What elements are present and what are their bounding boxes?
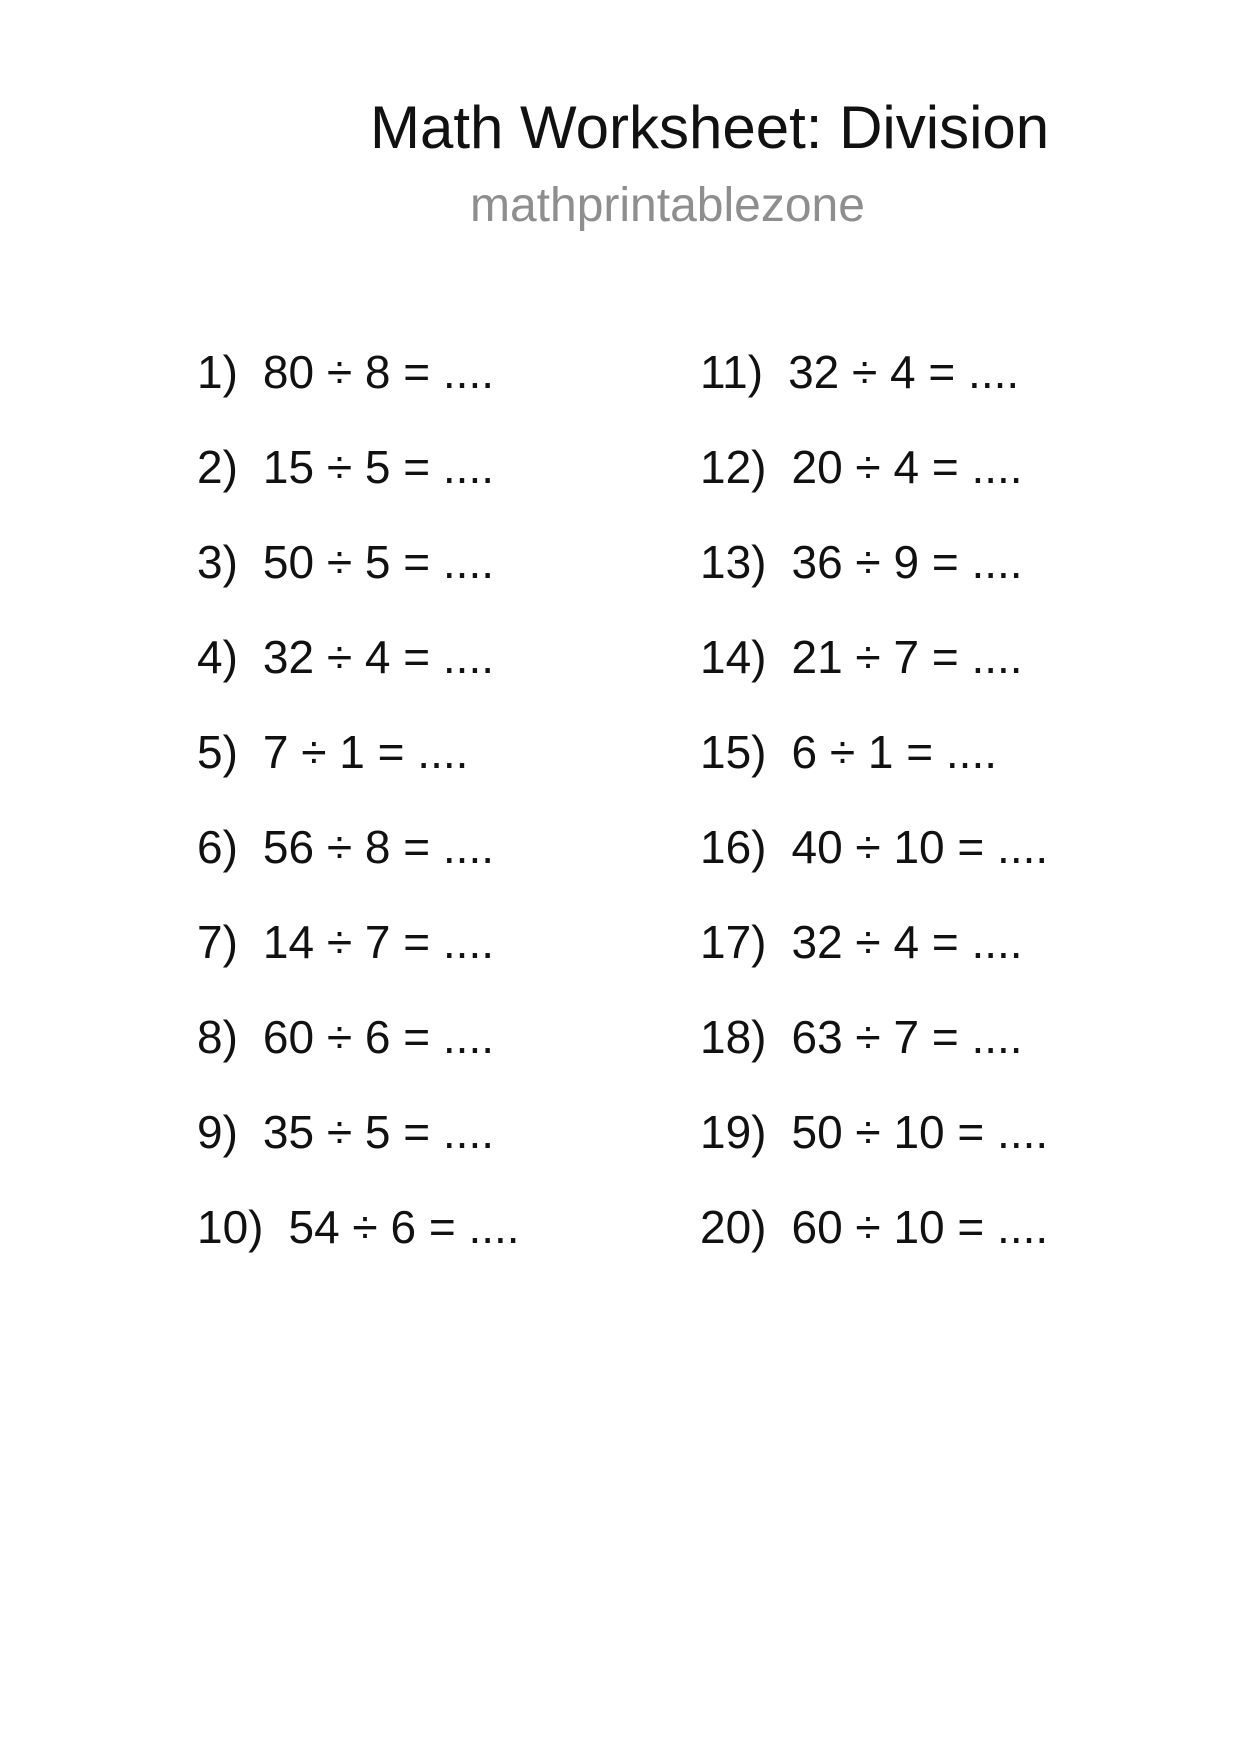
problem-expression: 80 ÷ 8 = ....: [262, 346, 495, 398]
problem-row-18: [700, 990, 1048, 1085]
problem-number: 9): [197, 1106, 238, 1158]
problem-row-19: [700, 1085, 1048, 1180]
problem-number: 16): [700, 821, 767, 873]
problem-expression: 6 ÷ 1 = ....: [791, 726, 998, 778]
problem-expression: 36 ÷ 9 = ....: [791, 536, 1023, 588]
problem-number: 6): [197, 821, 238, 873]
problem-number: 2): [197, 441, 238, 493]
problem-expression: 60 ÷ 6 = ....: [262, 1011, 495, 1063]
problem-expression: 15 ÷ 5 = ....: [262, 441, 495, 493]
problem-number: 5): [197, 726, 238, 778]
problem-expression: 14 ÷ 7 = ....: [262, 916, 495, 968]
problem-row-1: [197, 325, 520, 420]
problem-number: 1): [197, 346, 238, 398]
problems-column-left: [197, 325, 520, 1275]
problem-number: 17): [700, 916, 767, 968]
problem-expression: 60 ÷ 10 = ....: [791, 1201, 1049, 1253]
problem-number: 11): [700, 346, 764, 398]
problem-row-11: [700, 325, 1048, 420]
problem-row-20: [700, 1180, 1048, 1275]
problem-number: 4): [197, 631, 238, 683]
problem-row-4: [197, 610, 520, 705]
problem-number: 20): [700, 1201, 767, 1253]
problem-row-2: [197, 420, 520, 515]
problem-number: 14): [700, 631, 767, 683]
problem-number: 12): [700, 441, 767, 493]
problem-row-12: [700, 420, 1048, 515]
problem-expression: 32 ÷ 4 = ....: [791, 916, 1023, 968]
problem-expression: 20 ÷ 4 = ....: [791, 441, 1023, 493]
problem-row-5: [197, 705, 520, 800]
problem-expression: 21 ÷ 7 = ....: [791, 631, 1023, 683]
problem-row-15: [700, 705, 1048, 800]
problem-row-8: [197, 990, 520, 1085]
problem-expression: 32 ÷ 4 = ....: [262, 631, 495, 683]
problem-expression: 50 ÷ 10 = ....: [791, 1106, 1049, 1158]
problem-expression: 56 ÷ 8 = ....: [262, 821, 495, 873]
problem-expression: 40 ÷ 10 = ....: [791, 821, 1049, 873]
problems-column-right: [700, 325, 1048, 1275]
worksheet-subtitle: mathprintablezone: [470, 179, 865, 232]
problem-number: 13): [700, 536, 767, 588]
problem-expression: 50 ÷ 5 = ....: [262, 536, 495, 588]
problem-expression: 35 ÷ 5 = ....: [262, 1106, 495, 1158]
problem-number: 15): [700, 726, 767, 778]
problem-expression: 7 ÷ 1 = ....: [262, 726, 469, 778]
problem-number: 10): [197, 1201, 264, 1253]
problem-number: 7): [197, 916, 238, 968]
problem-row-17: [700, 895, 1048, 990]
problem-row-10: [197, 1180, 520, 1275]
problem-number: 19): [700, 1106, 767, 1158]
problem-row-7: [197, 895, 520, 990]
problem-row-3: [197, 515, 520, 610]
worksheet-title: Math Worksheet: Division: [370, 94, 1050, 161]
problem-expression: 32 ÷ 4 = ....: [788, 346, 1020, 398]
problem-row-16: [700, 800, 1048, 895]
problem-number: 8): [197, 1011, 238, 1063]
problem-row-14: [700, 610, 1048, 705]
problem-expression: 54 ÷ 6 = ....: [288, 1201, 520, 1253]
problem-row-9: [197, 1085, 520, 1180]
problem-number: 18): [700, 1011, 767, 1063]
problem-number: 3): [197, 536, 238, 588]
problem-row-13: [700, 515, 1048, 610]
problem-expression: 63 ÷ 7 = ....: [791, 1011, 1023, 1063]
problem-row-6: [197, 800, 520, 895]
